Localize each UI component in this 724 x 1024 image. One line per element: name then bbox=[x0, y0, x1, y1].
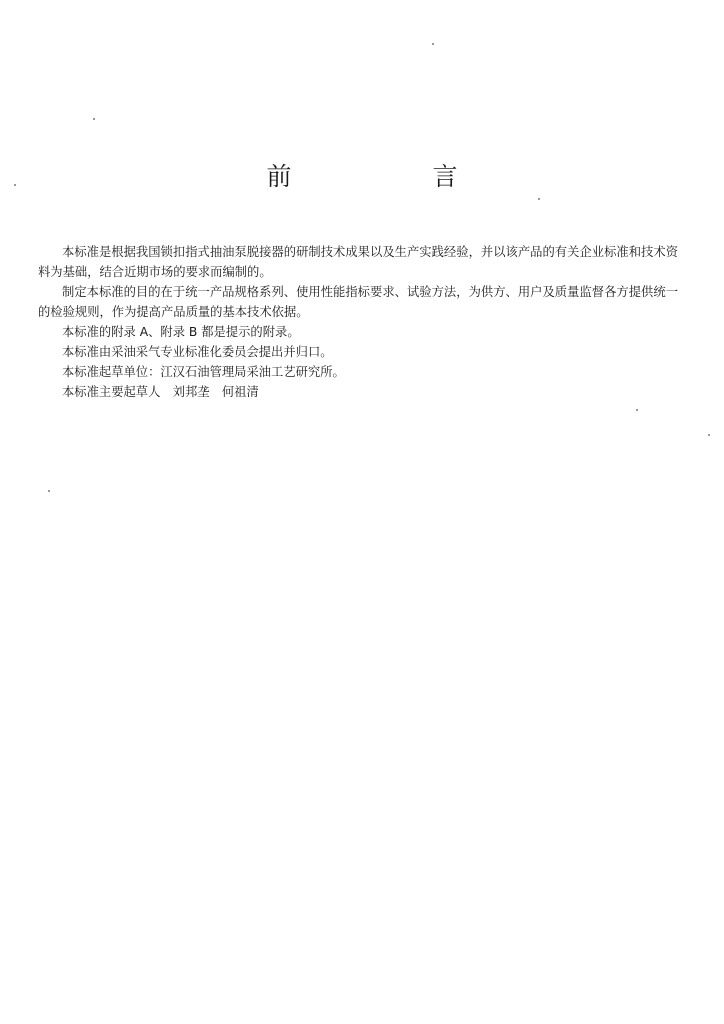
foreword-body bbox=[38, 242, 678, 402]
scan-speck bbox=[93, 118, 95, 120]
page-title: 前 言 bbox=[266, 161, 516, 191]
scan-speck bbox=[14, 184, 16, 186]
scan-speck bbox=[48, 490, 50, 492]
paragraph-drafting-unit: 本标准起草单位：江汉石油管理局采油工艺研究所。 bbox=[62, 365, 345, 379]
paragraph-proposer: 本标准由采油采气专业标准化委员会提出并归口。 bbox=[62, 345, 333, 359]
scan-speck bbox=[538, 198, 540, 200]
paragraph-drafters: 本标准主要起草人 刘邦垄 何祖清 bbox=[62, 385, 259, 399]
scan-speck bbox=[432, 43, 434, 45]
scan-speck bbox=[708, 434, 710, 436]
scan-speck bbox=[636, 409, 638, 411]
paragraph-appendix: 本标准的附录 A、附录 B 都是提示的附录。 bbox=[62, 325, 300, 339]
paragraph-purpose: 制定本标准的目的在于统一产品规格系列、使用性能指标要求、试验方法，为供方、用户及质量监督各方提供统一的检验规则，作为提高产品质量的基本技术依据。 bbox=[38, 285, 678, 319]
paragraph-basis: 本标准是根据我国锁扣指式抽油泵脱接器的研制技术成果以及生产实践经验，并以该产品的有关企业标准和技术资料为基础，结合近期市场的要求而编制的。 bbox=[38, 245, 678, 279]
